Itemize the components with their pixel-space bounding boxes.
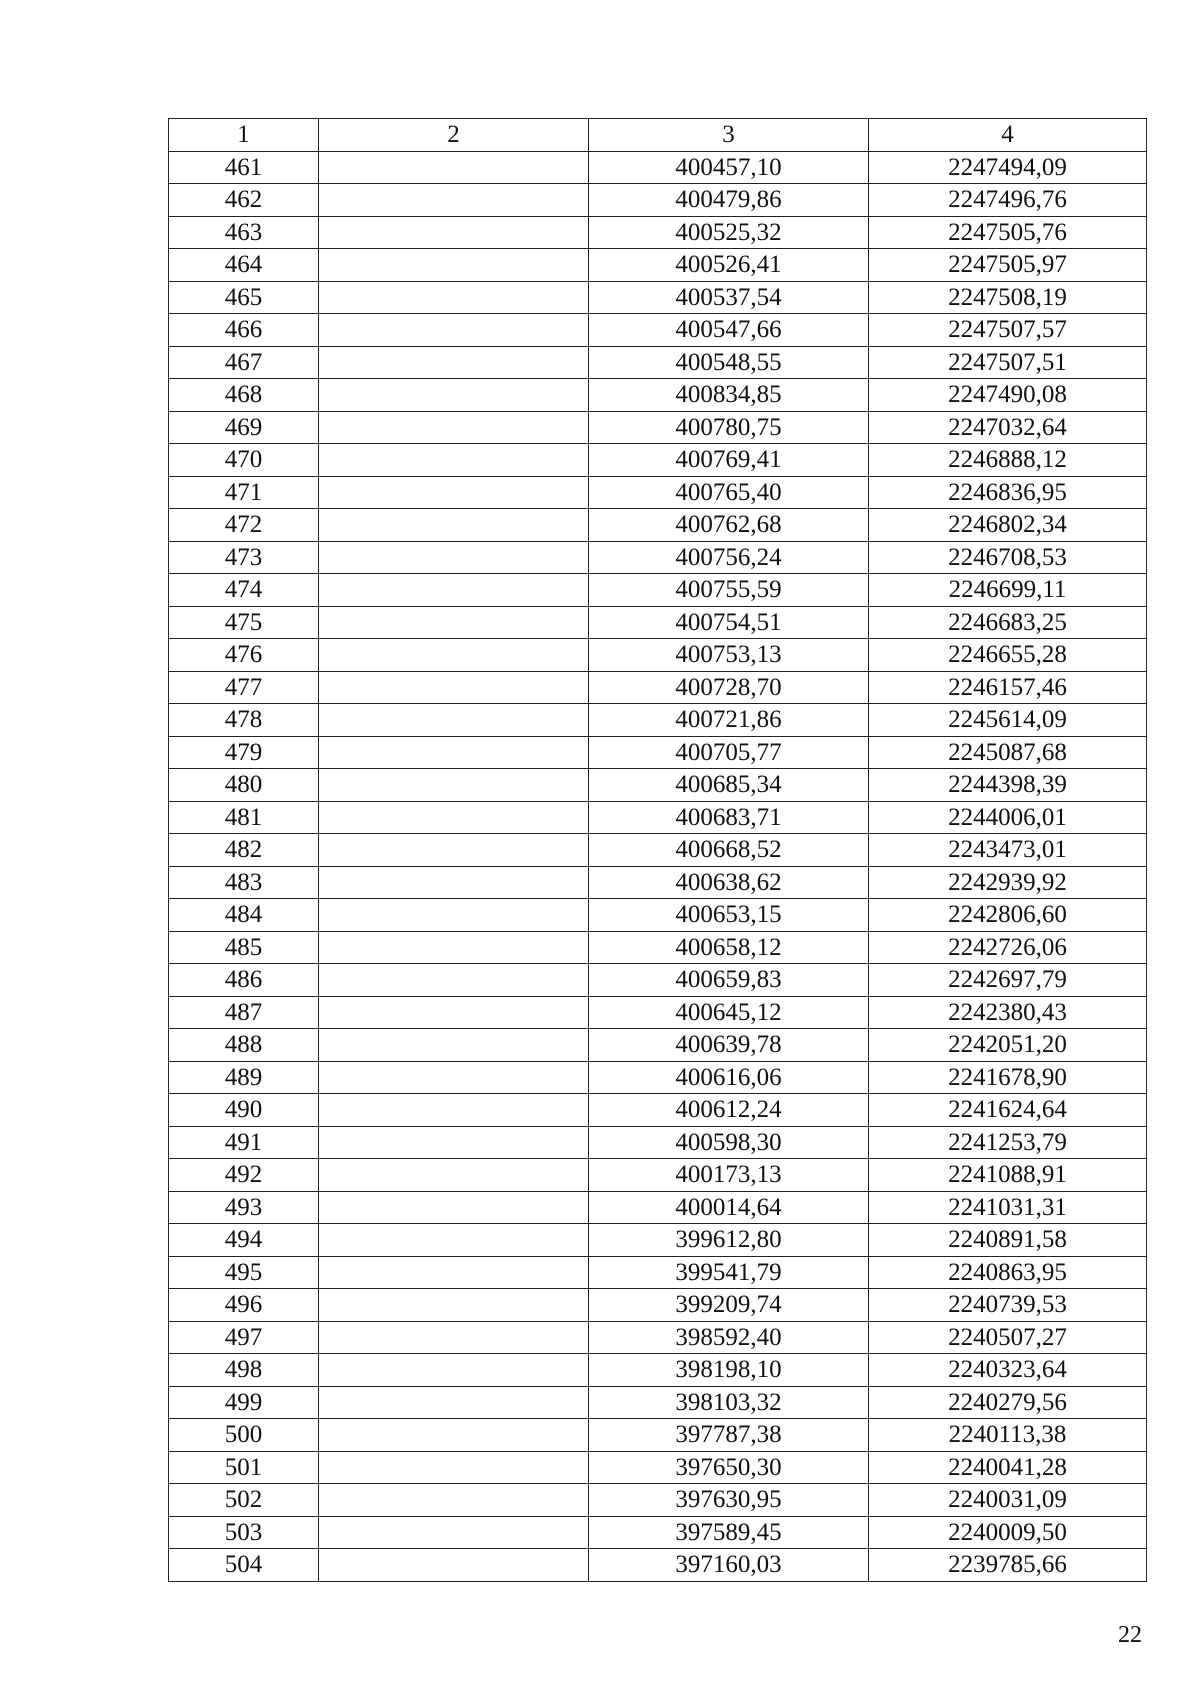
column-header-1: 1: [169, 119, 319, 152]
empty-cell: [319, 346, 589, 379]
table-row: [169, 1321, 1147, 1354]
x-coordinate-cell: 397160,03: [589, 1549, 869, 1582]
empty-cell: [319, 314, 589, 347]
y-coordinate-cell: 2244006,01: [869, 801, 1147, 834]
point-number-cell: 467: [169, 346, 319, 379]
y-coordinate-cell: 2241253,79: [869, 1126, 1147, 1159]
table-row: [169, 801, 1147, 834]
point-number-cell: 461: [169, 151, 319, 184]
y-coordinate-cell: 2239785,66: [869, 1549, 1147, 1582]
y-coordinate-cell: 2247507,57: [869, 314, 1147, 347]
x-coordinate-cell: 400753,13: [589, 639, 869, 672]
empty-cell: [319, 1159, 589, 1192]
table-row: [169, 1354, 1147, 1387]
table-row: [169, 1061, 1147, 1094]
table-row: [169, 1484, 1147, 1517]
column-header-2: 2: [319, 119, 589, 152]
x-coordinate-cell: 398198,10: [589, 1354, 869, 1387]
y-coordinate-cell: 2240507,27: [869, 1321, 1147, 1354]
table-row: [169, 476, 1147, 509]
y-coordinate-cell: 2245614,09: [869, 704, 1147, 737]
point-number-cell: 463: [169, 216, 319, 249]
y-coordinate-cell: 2247508,19: [869, 281, 1147, 314]
empty-cell: [319, 606, 589, 639]
x-coordinate-cell: 397630,95: [589, 1484, 869, 1517]
table-row: [169, 249, 1147, 282]
x-coordinate-cell: 400525,32: [589, 216, 869, 249]
empty-cell: [319, 411, 589, 444]
empty-cell: [319, 736, 589, 769]
table-row: [169, 834, 1147, 867]
point-number-cell: 476: [169, 639, 319, 672]
y-coordinate-cell: 2241031,31: [869, 1191, 1147, 1224]
x-coordinate-cell: 400780,75: [589, 411, 869, 444]
empty-cell: [319, 866, 589, 899]
table-row: [169, 444, 1147, 477]
empty-cell: [319, 1126, 589, 1159]
point-number-cell: 477: [169, 671, 319, 704]
point-number-cell: 488: [169, 1029, 319, 1062]
y-coordinate-cell: 2240041,28: [869, 1451, 1147, 1484]
empty-cell: [319, 1549, 589, 1582]
table-row: [169, 574, 1147, 607]
y-coordinate-cell: 2240009,50: [869, 1516, 1147, 1549]
table-row: [169, 509, 1147, 542]
point-number-cell: 474: [169, 574, 319, 607]
y-coordinate-cell: 2242380,43: [869, 996, 1147, 1029]
empty-cell: [319, 1061, 589, 1094]
y-coordinate-cell: 2247507,51: [869, 346, 1147, 379]
empty-cell: [319, 1321, 589, 1354]
x-coordinate-cell: 399209,74: [589, 1289, 869, 1322]
point-number-cell: 479: [169, 736, 319, 769]
table-row: [169, 151, 1147, 184]
empty-cell: [319, 249, 589, 282]
column-header-3: 3: [589, 119, 869, 152]
y-coordinate-cell: 2246708,53: [869, 541, 1147, 574]
point-number-cell: 491: [169, 1126, 319, 1159]
x-coordinate-cell: 400659,83: [589, 964, 869, 997]
x-coordinate-cell: 397787,38: [589, 1419, 869, 1452]
table-row: [169, 1516, 1147, 1549]
table-row: [169, 1386, 1147, 1419]
point-number-cell: 500: [169, 1419, 319, 1452]
point-number-cell: 464: [169, 249, 319, 282]
x-coordinate-cell: 400645,12: [589, 996, 869, 1029]
empty-cell: [319, 1256, 589, 1289]
table-row: [169, 769, 1147, 802]
x-coordinate-cell: 398103,32: [589, 1386, 869, 1419]
point-number-cell: 497: [169, 1321, 319, 1354]
empty-cell: [319, 1354, 589, 1387]
x-coordinate-cell: 400769,41: [589, 444, 869, 477]
x-coordinate-cell: 400457,10: [589, 151, 869, 184]
table-row: [169, 606, 1147, 639]
x-coordinate-cell: 400639,78: [589, 1029, 869, 1062]
point-number-cell: 475: [169, 606, 319, 639]
x-coordinate-cell: 400598,30: [589, 1126, 869, 1159]
y-coordinate-cell: 2247032,64: [869, 411, 1147, 444]
point-number-cell: 485: [169, 931, 319, 964]
point-number-cell: 473: [169, 541, 319, 574]
empty-cell: [319, 541, 589, 574]
empty-cell: [319, 1289, 589, 1322]
point-number-cell: 472: [169, 509, 319, 542]
y-coordinate-cell: 2246888,12: [869, 444, 1147, 477]
y-coordinate-cell: 2245087,68: [869, 736, 1147, 769]
y-coordinate-cell: 2240031,09: [869, 1484, 1147, 1517]
y-coordinate-cell: 2240863,95: [869, 1256, 1147, 1289]
table-row: [169, 639, 1147, 672]
empty-cell: [319, 964, 589, 997]
table-row: [169, 1419, 1147, 1452]
x-coordinate-cell: 400548,55: [589, 346, 869, 379]
empty-cell: [319, 931, 589, 964]
empty-cell: [319, 899, 589, 932]
point-number-cell: 478: [169, 704, 319, 737]
table-row: [169, 736, 1147, 769]
table-row: [169, 1029, 1147, 1062]
y-coordinate-cell: 2240323,64: [869, 1354, 1147, 1387]
y-coordinate-cell: 2240891,58: [869, 1224, 1147, 1257]
column-header-4: 4: [869, 119, 1147, 152]
table-row: [169, 1289, 1147, 1322]
y-coordinate-cell: 2246655,28: [869, 639, 1147, 672]
x-coordinate-cell: 400705,77: [589, 736, 869, 769]
point-number-cell: 490: [169, 1094, 319, 1127]
point-number-cell: 468: [169, 379, 319, 412]
empty-cell: [319, 1419, 589, 1452]
x-coordinate-cell: 400756,24: [589, 541, 869, 574]
point-number-cell: 471: [169, 476, 319, 509]
table-row: [169, 1126, 1147, 1159]
empty-cell: [319, 1094, 589, 1127]
point-number-cell: 493: [169, 1191, 319, 1224]
empty-cell: [319, 1029, 589, 1062]
x-coordinate-cell: 398592,40: [589, 1321, 869, 1354]
x-coordinate-cell: 400685,34: [589, 769, 869, 802]
empty-cell: [319, 1484, 589, 1517]
point-number-cell: 486: [169, 964, 319, 997]
y-coordinate-cell: 2242051,20: [869, 1029, 1147, 1062]
point-number-cell: 483: [169, 866, 319, 899]
point-number-cell: 480: [169, 769, 319, 802]
point-number-cell: 484: [169, 899, 319, 932]
x-coordinate-cell: 400834,85: [589, 379, 869, 412]
table-row: [169, 931, 1147, 964]
table-row: [169, 216, 1147, 249]
y-coordinate-cell: 2246802,34: [869, 509, 1147, 542]
point-number-cell: 498: [169, 1354, 319, 1387]
coordinates-table: [168, 118, 1147, 1582]
x-coordinate-cell: 397650,30: [589, 1451, 869, 1484]
x-coordinate-cell: 400658,12: [589, 931, 869, 964]
point-number-cell: 481: [169, 801, 319, 834]
y-coordinate-cell: 2241678,90: [869, 1061, 1147, 1094]
table-row: [169, 899, 1147, 932]
table-row: [169, 1549, 1147, 1582]
empty-cell: [319, 834, 589, 867]
table-row: [169, 1224, 1147, 1257]
y-coordinate-cell: 2247496,76: [869, 184, 1147, 217]
header-row: [169, 119, 1147, 152]
x-coordinate-cell: 400668,52: [589, 834, 869, 867]
table-row: [169, 541, 1147, 574]
empty-cell: [319, 801, 589, 834]
table-row: [169, 704, 1147, 737]
empty-cell: [319, 216, 589, 249]
table-row: [169, 964, 1147, 997]
y-coordinate-cell: 2246699,11: [869, 574, 1147, 607]
empty-cell: [319, 151, 589, 184]
y-coordinate-cell: 2246683,25: [869, 606, 1147, 639]
x-coordinate-cell: 400755,59: [589, 574, 869, 607]
empty-cell: [319, 1191, 589, 1224]
table-row: [169, 379, 1147, 412]
point-number-cell: 499: [169, 1386, 319, 1419]
y-coordinate-cell: 2247505,97: [869, 249, 1147, 282]
x-coordinate-cell: 400547,66: [589, 314, 869, 347]
x-coordinate-cell: 400014,64: [589, 1191, 869, 1224]
y-coordinate-cell: 2247494,09: [869, 151, 1147, 184]
empty-cell: [319, 444, 589, 477]
x-coordinate-cell: 399612,80: [589, 1224, 869, 1257]
point-number-cell: 469: [169, 411, 319, 444]
y-coordinate-cell: 2242697,79: [869, 964, 1147, 997]
empty-cell: [319, 379, 589, 412]
empty-cell: [319, 1224, 589, 1257]
point-number-cell: 465: [169, 281, 319, 314]
x-coordinate-cell: 400526,41: [589, 249, 869, 282]
point-number-cell: 495: [169, 1256, 319, 1289]
y-coordinate-cell: 2240113,38: [869, 1419, 1147, 1452]
table-row: [169, 996, 1147, 1029]
x-coordinate-cell: 400173,13: [589, 1159, 869, 1192]
point-number-cell: 487: [169, 996, 319, 1029]
empty-cell: [319, 476, 589, 509]
point-number-cell: 482: [169, 834, 319, 867]
point-number-cell: 470: [169, 444, 319, 477]
empty-cell: [319, 671, 589, 704]
point-number-cell: 503: [169, 1516, 319, 1549]
y-coordinate-cell: 2241624,64: [869, 1094, 1147, 1127]
empty-cell: [319, 184, 589, 217]
point-number-cell: 462: [169, 184, 319, 217]
empty-cell: [319, 769, 589, 802]
y-coordinate-cell: 2242806,60: [869, 899, 1147, 932]
empty-cell: [319, 639, 589, 672]
table-row: [169, 866, 1147, 899]
empty-cell: [319, 1451, 589, 1484]
empty-cell: [319, 574, 589, 607]
empty-cell: [319, 1386, 589, 1419]
empty-cell: [319, 996, 589, 1029]
y-coordinate-cell: 2241088,91: [869, 1159, 1147, 1192]
table-row: [169, 411, 1147, 444]
x-coordinate-cell: 399541,79: [589, 1256, 869, 1289]
table-row: [169, 1159, 1147, 1192]
point-number-cell: 489: [169, 1061, 319, 1094]
point-number-cell: 501: [169, 1451, 319, 1484]
x-coordinate-cell: 400537,54: [589, 281, 869, 314]
coordinates-table-container: [168, 118, 1146, 1582]
point-number-cell: 502: [169, 1484, 319, 1517]
y-coordinate-cell: 2242726,06: [869, 931, 1147, 964]
point-number-cell: 494: [169, 1224, 319, 1257]
x-coordinate-cell: 400653,15: [589, 899, 869, 932]
y-coordinate-cell: 2247490,08: [869, 379, 1147, 412]
table-row: [169, 1191, 1147, 1224]
x-coordinate-cell: 400721,86: [589, 704, 869, 737]
table-row: [169, 314, 1147, 347]
empty-cell: [319, 509, 589, 542]
table-row: [169, 671, 1147, 704]
empty-cell: [319, 704, 589, 737]
y-coordinate-cell: 2244398,39: [869, 769, 1147, 802]
y-coordinate-cell: 2240279,56: [869, 1386, 1147, 1419]
empty-cell: [319, 1516, 589, 1549]
table-body: [169, 151, 1147, 1581]
point-number-cell: 504: [169, 1549, 319, 1582]
page-number: 22: [1118, 1622, 1142, 1648]
table-row: [169, 184, 1147, 217]
x-coordinate-cell: 400479,86: [589, 184, 869, 217]
x-coordinate-cell: 400612,24: [589, 1094, 869, 1127]
empty-cell: [319, 281, 589, 314]
x-coordinate-cell: 400762,68: [589, 509, 869, 542]
x-coordinate-cell: 400683,71: [589, 801, 869, 834]
x-coordinate-cell: 400616,06: [589, 1061, 869, 1094]
point-number-cell: 496: [169, 1289, 319, 1322]
y-coordinate-cell: 2243473,01: [869, 834, 1147, 867]
table-row: [169, 346, 1147, 379]
x-coordinate-cell: 400754,51: [589, 606, 869, 639]
y-coordinate-cell: 2246157,46: [869, 671, 1147, 704]
x-coordinate-cell: 400765,40: [589, 476, 869, 509]
x-coordinate-cell: 400638,62: [589, 866, 869, 899]
table-row: [169, 1094, 1147, 1127]
point-number-cell: 466: [169, 314, 319, 347]
x-coordinate-cell: 400728,70: [589, 671, 869, 704]
y-coordinate-cell: 2242939,92: [869, 866, 1147, 899]
table-row: [169, 1256, 1147, 1289]
point-number-cell: 492: [169, 1159, 319, 1192]
table-row: [169, 1451, 1147, 1484]
table-row: [169, 281, 1147, 314]
y-coordinate-cell: 2247505,76: [869, 216, 1147, 249]
y-coordinate-cell: 2240739,53: [869, 1289, 1147, 1322]
y-coordinate-cell: 2246836,95: [869, 476, 1147, 509]
x-coordinate-cell: 397589,45: [589, 1516, 869, 1549]
